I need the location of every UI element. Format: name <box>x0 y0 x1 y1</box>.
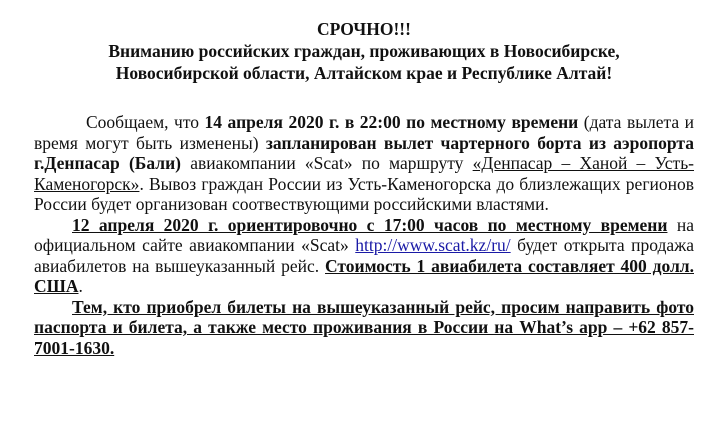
paragraph-ticket-sale <box>34 215 694 297</box>
p2-text-3: будет открыта продажа авиабилетов на вышеуказанный рейс. <box>34 235 694 276</box>
airline-website-link[interactable]: http://www.scat.kz/ru/ <box>355 235 511 255</box>
p1-text-7: . Вывоз граждан России из Усть-Каменогорска до близлежащих регионов России будет организован соотвествующими российскими властями. <box>34 173 694 214</box>
p1-text-3: (дата вылета и время могут быть изменены) <box>34 112 694 153</box>
p2-text-2: на официальном сайте авиакомпании «Scat» <box>34 214 694 255</box>
sale-start-time: 12 апреля 2020 г. ориентировочно с 17:00 часов по местному времени <box>72 214 668 235</box>
paragraph-flight-info <box>34 112 694 215</box>
p2-text-5: . <box>78 276 83 296</box>
heading-line-2: Новосибирской области, Алтайском крае и Республике Алтай! <box>115 63 613 83</box>
heading <box>34 18 694 84</box>
flight-datetime: 14 апреля 2020 г. в 22:00 по местному времени <box>204 112 579 132</box>
flight-route: «Денпасар – Ханой – Усть-Каменогорск» <box>34 153 694 194</box>
contact-request-text: Тем, кто приобрел билеты на вышеуказанный рейс, просим направить фото паспорта и билета, а также место проживания в России на What’s app – +62 857-7001-1630. <box>34 296 694 358</box>
ticket-price: Стоимость 1 авиабилета составляет 400 долл. США <box>34 255 694 296</box>
paragraph-contact-request <box>34 297 694 359</box>
urgent-title: СРОЧНО!!! <box>317 19 411 39</box>
heading-line-1: Вниманию российских граждан, проживающих в Новосибирске, <box>108 41 620 61</box>
flight-departure: запланирован вылет чартерного борта из аэропорта г.Денпасар (Бали) <box>34 132 694 173</box>
p1-text-1: Сообщаем, что <box>86 112 205 132</box>
p1-text-5: авиакомпании «Scat» по маршруту <box>180 153 473 173</box>
